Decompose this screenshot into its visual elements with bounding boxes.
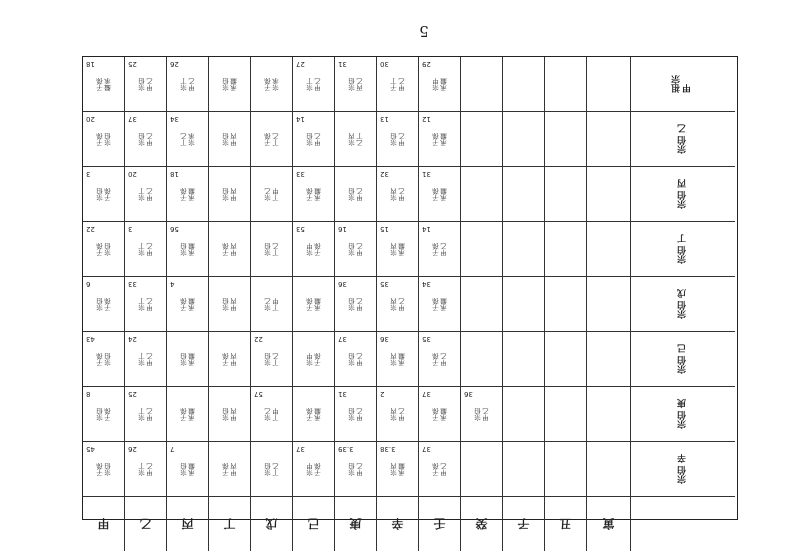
cell-number: 36 [380,335,389,343]
table-cell [125,112,167,167]
row-header-label: 宗伯 己 [677,343,688,375]
table-cell [83,112,125,167]
genealogy-table [82,56,738,530]
cell-number: 34 [170,115,179,123]
cell-number: 22 [86,225,95,233]
table-cell [335,112,377,167]
cell-number: 14 [296,115,305,123]
table-cell [503,112,545,167]
table-cell [251,387,293,442]
table-cell [419,387,461,442]
table-cell [125,277,167,332]
table-cell [335,387,377,442]
table-cell [167,57,209,112]
cell-entry: 宗乙 丁甲 [263,297,280,311]
table-cell [335,222,377,277]
cell-entry: 宗丙 乙丁 [347,132,364,146]
cell-number: 37 [422,445,431,453]
cell-entry: 子孫 承繼 [179,297,196,311]
cell-entry: 宗伯 丁乙 [263,462,280,476]
cell-entry: 宗丙 承繼 [389,352,406,366]
table-cell [461,442,503,497]
table-cell [587,332,631,387]
table-cell [293,222,335,277]
column-header [167,497,209,551]
cell-entry: 丁乙 宗承 [179,132,196,146]
table-cell [293,167,335,222]
column-header [587,497,631,551]
table-cell [461,112,503,167]
row-header-label: 宗伯 戊 [677,288,688,320]
column-header [419,497,461,551]
cell-number: 18 [86,60,95,68]
cell-entry: 子孫 甲乙 [431,462,448,476]
table-cell [503,277,545,332]
cell-number: 36 [338,280,347,288]
table-cell [83,57,125,112]
cell-number: 3.39 [338,445,354,453]
table-cell [209,387,251,442]
cell-entry: 子孫 甲乙 [431,352,448,366]
table-cell [209,167,251,222]
cell-number: 31 [338,390,347,398]
cell-number: 20 [128,170,137,178]
table-cell [419,442,461,497]
table-cell [545,222,587,277]
cell-number: 37 [128,115,137,123]
cell-entry: 宗伯 甲丙 [221,187,238,201]
table-cell [587,277,631,332]
table-cell [377,167,419,222]
cell-entry: 子孫 承繼 [305,297,322,311]
table-cell [503,222,545,277]
table-cell [545,332,587,387]
cell-entry: 子孫 甲丙 [221,242,238,256]
column-header-label: 癸 [474,518,489,530]
cell-number: 2 [380,390,385,398]
row-header [631,277,735,332]
table-cell [251,112,293,167]
cell-number: 7 [170,445,175,453]
cell-number: 18 [170,170,179,178]
cell-number: 27 [296,60,305,68]
cell-number: 43 [86,335,95,343]
table-cell [125,222,167,277]
cell-entry: 子孫 承繼 [431,187,448,201]
table-cell [377,222,419,277]
table-cell [167,167,209,222]
cell-entry: 宗丁 甲乙 [137,242,154,256]
cell-entry: 宗伯 承繼 [179,242,196,256]
cell-number: 36 [464,390,473,398]
table-cell [83,387,125,442]
cell-entry: 宗伯 承繼 [179,462,196,476]
table-cell [251,442,293,497]
row-header [631,442,735,497]
column-header [125,497,167,551]
column-header-label: 寅 [601,518,616,530]
column-header [209,497,251,551]
table-cell [377,387,419,442]
cell-entry: 子孫 繼承 [95,77,112,91]
cell-entry: 子丁 甲乙 [389,77,406,91]
table-cell [167,222,209,277]
cell-entry: 子孫 甲丙 [221,352,238,366]
column-header [335,497,377,551]
cell-entry: 子孫 宗承 [263,77,280,91]
table-cell [545,167,587,222]
column-header [631,497,735,551]
cell-entry: 宗丁 甲乙 [137,187,154,201]
cell-entry: 宗伯 甲乙 [347,462,364,476]
table-cell [209,222,251,277]
cell-number: 30 [380,60,389,68]
table-cell [251,167,293,222]
table-cell [419,277,461,332]
table-cell [83,332,125,387]
table-cell [377,57,419,112]
cell-entry: 宗丙 甲乙 [389,187,406,201]
row-header [631,167,735,222]
cell-entry: 宗伯 甲乙 [347,297,364,311]
table-cell [293,332,335,387]
cell-entry: 宗伯 甲乙 [347,407,364,421]
table-cell [83,277,125,332]
table-cell [83,442,125,497]
cell-entry: 宗伯 承繼 [179,352,196,366]
cell-entry: 子孫 承繼 [179,407,196,421]
row-header-label: 宗伯 辛 [677,453,688,485]
cell-number: 37 [296,445,305,453]
table-cell [167,277,209,332]
cell-number: 3.38 [380,445,396,453]
table-cell [587,442,631,497]
cell-entry: 子孫 承繼 [179,187,196,201]
cell-entry: 宗甲 子孫 [305,352,322,366]
cell-number: 35 [380,280,389,288]
table-cell [293,112,335,167]
cell-entry: 宗伯 子孫 [95,297,112,311]
cell-number: 57 [254,390,263,398]
table-cell [251,57,293,112]
cell-entry: 宗丙 承繼 [389,462,406,476]
cell-entry: 宗伯 甲乙 [347,187,364,201]
table-cell [587,112,631,167]
cell-entry: 宗伯 甲乙 [347,242,364,256]
cell-entry: 宗丁 甲乙 [137,462,154,476]
column-header [503,497,545,551]
cell-number: 22 [254,335,263,343]
cell-number: 34 [422,280,431,288]
table-cell [125,332,167,387]
cell-number: 6 [86,280,91,288]
row-header-label: 宗伯 庚 [677,398,688,430]
cell-entry: 子孫 丁乙 [263,132,280,146]
table-cell [587,222,631,277]
cell-number: 53 [296,225,305,233]
table-cell [587,57,631,112]
table-cell [461,387,503,442]
cell-entry: 子孫 宗伯 [95,242,112,256]
table-cell [293,442,335,497]
row-header [631,57,735,112]
cell-number: 24 [128,335,137,343]
table-cell [503,57,545,112]
cell-entry: 宗甲 子孫 [305,462,322,476]
table-cell [461,167,503,222]
column-header [251,497,293,551]
table-cell [167,112,209,167]
cell-entry: 宗伯 甲乙 [137,132,154,146]
table-cell [83,167,125,222]
cell-entry: 宗伯 甲丙 [221,132,238,146]
row-header [631,332,735,387]
cell-entry: 子孫 甲乙 [431,242,448,256]
table-cell [419,332,461,387]
table-cell [125,167,167,222]
cell-number: 26 [128,445,137,453]
table-cell [503,167,545,222]
cell-number: 26 [170,60,179,68]
table-cell [335,332,377,387]
table-cell [167,387,209,442]
table-cell [545,442,587,497]
cell-entry: 宗伯 甲乙 [305,132,322,146]
table-cell [209,112,251,167]
column-header-label: 甲 [96,518,111,530]
cell-number: 37 [338,335,347,343]
table-cell [545,112,587,167]
table-cell [209,277,251,332]
cell-number: 8 [86,390,91,398]
cell-number: 31 [338,60,347,68]
cell-entry: 宗伯 子孫 [95,407,112,421]
cell-number: 45 [86,445,95,453]
table-cell [419,112,461,167]
cell-entry: 宗甲 子孫 [305,242,322,256]
cell-entry: 宗丙 甲乙 [389,297,406,311]
table-cell [209,332,251,387]
table-cell [587,167,631,222]
cell-number: 16 [338,225,347,233]
table-cell [125,57,167,112]
column-header-label: 戊 [264,518,279,530]
row-header-label: 宗伯 丁 [677,233,688,265]
row-header [631,387,735,442]
column-header-label: 己 [306,518,321,530]
table-cell [125,442,167,497]
cell-number: 32 [380,170,389,178]
column-header-label: 丑 [558,518,573,530]
cell-number: 29 [422,60,431,68]
cell-entry: 宗伯 承繼 [221,77,238,91]
cell-entry: 宗伯 丙乙 [347,77,364,91]
table-cell [545,57,587,112]
table-cell [125,387,167,442]
table-cell [419,167,461,222]
table-cell [545,277,587,332]
table-cell [461,277,503,332]
cell-entry: 宗伯 丁乙 [263,242,280,256]
cell-entry: 宗甲 承繼 [431,77,448,91]
cell-entry: 宗丁 甲乙 [179,77,196,91]
row-header-label: 宗伯 丙 [677,178,688,210]
table-cell [503,387,545,442]
cell-entry: 子孫 承繼 [305,407,322,421]
table-cell [419,57,461,112]
column-header-label: 乙 [138,518,153,530]
cell-number: 31 [422,170,431,178]
cell-number: 33 [128,280,137,288]
cell-number: 56 [170,225,179,233]
cell-entry: 子孫 承繼 [305,187,322,201]
table-cell [209,57,251,112]
column-header [545,497,587,551]
table-cell [377,277,419,332]
cell-number: 3 [86,170,91,178]
cell-entry: 宗伯 甲丙 [221,407,238,421]
table-cell [545,387,587,442]
table-cell [251,332,293,387]
cell-entry: 子孫 承繼 [431,132,448,146]
table-cell [293,277,335,332]
cell-entry: 宗伯 甲乙 [137,77,154,91]
table-cell [503,332,545,387]
cell-entry: 宗伯 甲乙 [389,132,406,146]
table-cell [461,57,503,112]
cell-entry: 宗乙 丁甲 [263,407,280,421]
cell-entry: 宗伯 丁乙 [263,352,280,366]
table-cell [335,442,377,497]
cell-entry: 宗伯 甲丙 [221,297,238,311]
cell-number: 14 [422,225,431,233]
cell-number: 37 [422,390,431,398]
column-header [83,497,125,551]
cell-entry: 子孫 甲丙 [221,462,238,476]
cell-number: 13 [380,115,389,123]
table-cell [293,387,335,442]
cell-number: 12 [422,115,431,123]
table-cell [461,222,503,277]
table-cell [335,277,377,332]
column-header-label: 子 [516,518,531,530]
table-cell [251,222,293,277]
table-cell [251,277,293,332]
cell-entry: 宗伯 子孫 [95,187,112,201]
table-cell [503,442,545,497]
table-cell [419,222,461,277]
table-cell [335,167,377,222]
table-cell [587,387,631,442]
table-cell [377,332,419,387]
cell-number: 35 [422,335,431,343]
table-cell [209,442,251,497]
cell-entry: 子孫 宗伯 [95,462,112,476]
column-header-label: 壬 [432,518,447,530]
cell-entry: 宗丁 甲乙 [137,407,154,421]
cell-number: 4 [170,280,175,288]
column-header-label: 丙 [180,518,195,530]
cell-entry: 子孫 宗伯 [95,132,112,146]
row-header [631,112,735,167]
row-header [631,222,735,277]
cell-number: 20 [86,115,95,123]
cell-entry: 宗丁 甲乙 [137,297,154,311]
column-header [293,497,335,551]
cell-number: 33 [296,170,305,178]
page-number: 5 [419,22,429,40]
row-header-label: 祖宗 甲 [672,75,693,93]
column-header [461,497,503,551]
cell-entry: 宗丁 甲乙 [305,77,322,91]
row-header-label: 宗伯 乙 [677,123,688,155]
table-cell [293,57,335,112]
cell-entry: 子孫 承繼 [431,297,448,311]
column-header [377,497,419,551]
table-cell [461,332,503,387]
cell-entry: 子孫 宗伯 [95,352,112,366]
cell-entry: 宗丙 甲乙 [389,407,406,421]
column-header-label: 辛 [390,518,405,530]
cell-entry: 宗乙 丁甲 [263,187,280,201]
table-cell [167,442,209,497]
cell-number: 15 [380,225,389,233]
column-header-label: 庚 [348,518,363,530]
column-header-label: 丁 [222,518,237,530]
cell-number: 3 [128,225,133,233]
cell-entry: 子孫 承繼 [431,407,448,421]
cell-entry: 宗丁 甲乙 [137,352,154,366]
table-cell [167,332,209,387]
table-cell [83,222,125,277]
table-cell [335,57,377,112]
cell-number: 25 [128,60,137,68]
cell-entry: 宗丙 承繼 [389,242,406,256]
table-cell [377,442,419,497]
cell-entry: 宗伯 甲乙 [473,407,490,421]
cell-entry: 宗伯 甲乙 [347,352,364,366]
cell-number: 25 [128,390,137,398]
table-cell [377,112,419,167]
